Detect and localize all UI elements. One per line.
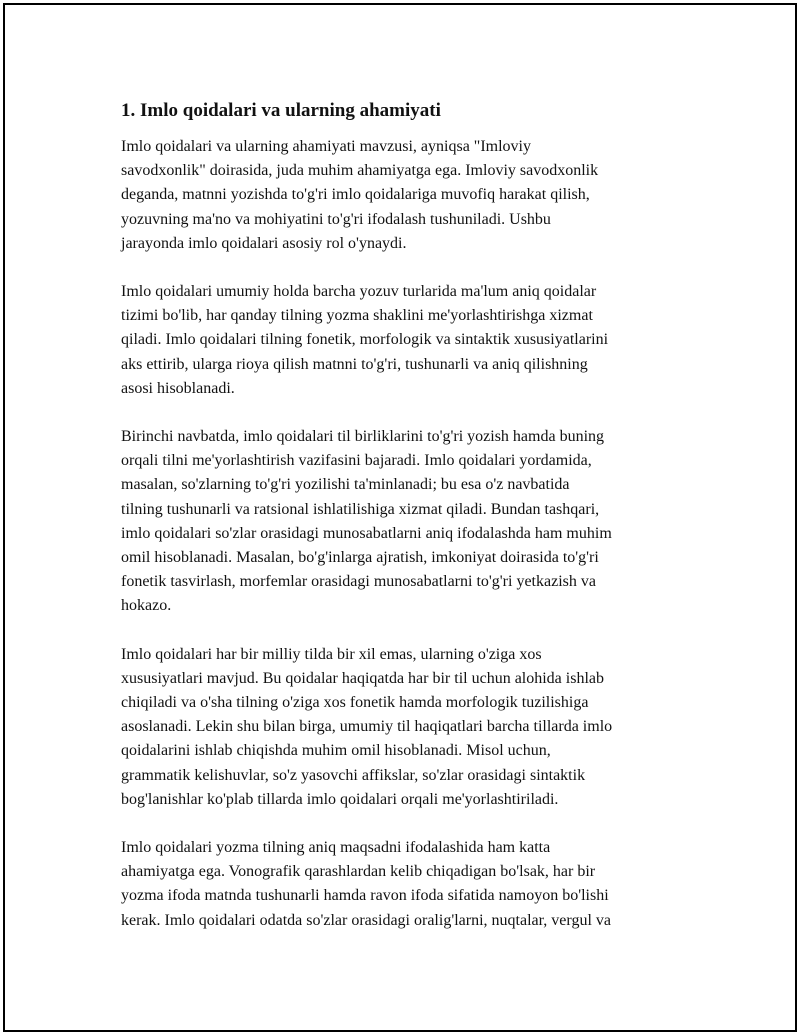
text-line: masalan, so'zlarning to'g'ri yozilishi ta'minlanadi; bu esa o'z navbatida: [121, 476, 570, 494]
document-body: [121, 97, 689, 957]
text-line: Birinchi navbatda, imlo qoidalari til birliklarini to'g'ri yozish hamda buning: [121, 428, 605, 446]
text-line: tizimi bo'lib, har qanday tilning yozma shaklini me'yorlashtirishga xizmat: [121, 307, 593, 325]
text-line: Imlo qoidalari va ularning ahamiyati mavzusi, ayniqsa "Imloviy: [121, 138, 531, 155]
text-line: bog'lanishlar ko'plab tillarda imlo qoidalari orqali me'yorlashtiriladi.: [121, 790, 559, 808]
text-line: tilning tushunarli va ratsional ishlatilishiga xizmat qiladi. Bundan tashqari,: [121, 500, 600, 518]
text-line: omil hisoblanadi. Masalan, bo'g'inlarga ajratish, imkoniyat doirasida to'g'ri: [121, 549, 599, 567]
page-frame: [3, 3, 797, 1032]
text-line: qoidalarini ishlab chiqishda muhim omil hisoblanadi. Misol uchun,: [121, 742, 551, 760]
text-line: fonetik tasvirlash, morfemlar orasidagi munosabatlarni to'g'ri yetkazish va: [121, 573, 596, 591]
text-line: asoslanadi. Lekin shu bilan birga, umumiy til haqiqatlari barcha tillarda imlo: [121, 718, 613, 736]
paragraph: [121, 135, 689, 256]
text-line: hokazo.: [121, 597, 172, 615]
text-line: jarayonda imlo qoidalari asosiy rol o'ynaydi.: [121, 234, 407, 252]
text-line: kerak. Imlo qoidalari odatda so'zlar orasidagi oralig'larni, nuqtalar, vergul va: [121, 911, 611, 929]
text-line: Imlo qoidalari har bir milliy tilda bir xil emas, ularning o'ziga xos: [121, 645, 542, 663]
text-line: grammatik kelishuvlar, so'z yasovchi affikslar, so'zlar orasidagi sintaktik: [121, 766, 586, 784]
text-line: chiqiladi va o'sha tilning o'ziga xos fonetik hamda morfologik tuzilishiga: [121, 694, 589, 712]
paragraphs-container: [121, 135, 689, 933]
text-line: yozma ifoda matnda tushunarli hamda ravon ifoda sifatida namoyon bo'lishi: [121, 887, 609, 905]
text-line: savodxonlik" doirasida, juda muhim ahamiyatga ega. Imloviy savodxonlik: [121, 162, 599, 180]
text-line: asosi hisoblanadi.: [121, 379, 235, 397]
text-line: imlo qoidalari so'zlar orasidagi munosabatlarni aniq ifodalashda ham muhim: [121, 524, 612, 542]
text-line: qiladi. Imlo qoidalari tilning fonetik, morfologik va sintaktik xususiyatlarini: [121, 331, 609, 349]
text-line: xususiyatlari mavjud. Bu qoidalar haqiqatda har bir til uchun alohida ishlab: [121, 669, 604, 687]
text-line: Imlo qoidalari umumiy holda barcha yozuv turlarida ma'lum aniq qoidalar: [121, 283, 597, 301]
paragraph: [121, 425, 689, 619]
text-line: orqali tilni me'yorlashtirish vazifasini bajaradi. Imlo qoidalari yordamida,: [121, 452, 592, 470]
paragraph: [121, 643, 689, 812]
text-line: yozuvning ma'no va mohiyatini to'g'ri ifodalash tushuniladi. Ushbu: [121, 210, 551, 228]
paragraph: [121, 280, 689, 401]
paragraph: [121, 836, 689, 933]
text-line: ahamiyatga ega. Vonografik qarashlardan kelib chiqadigan bo'lsak, har bir: [121, 863, 596, 881]
section-heading: 1. Imlo qoidalari va ularning ahamiyati: [121, 100, 441, 121]
text-line: aks ettirib, ularga rioya qilish matnni to'g'ri, tushunarli va aniq qilishning: [121, 355, 588, 373]
text-line: deganda, matnni yozishda to'g'ri imlo qoidalariga muvofiq harakat qilish,: [121, 186, 590, 204]
text-line: Imlo qoidalari yozma tilning aniq maqsadni ifodalashida ham katta: [121, 839, 551, 857]
